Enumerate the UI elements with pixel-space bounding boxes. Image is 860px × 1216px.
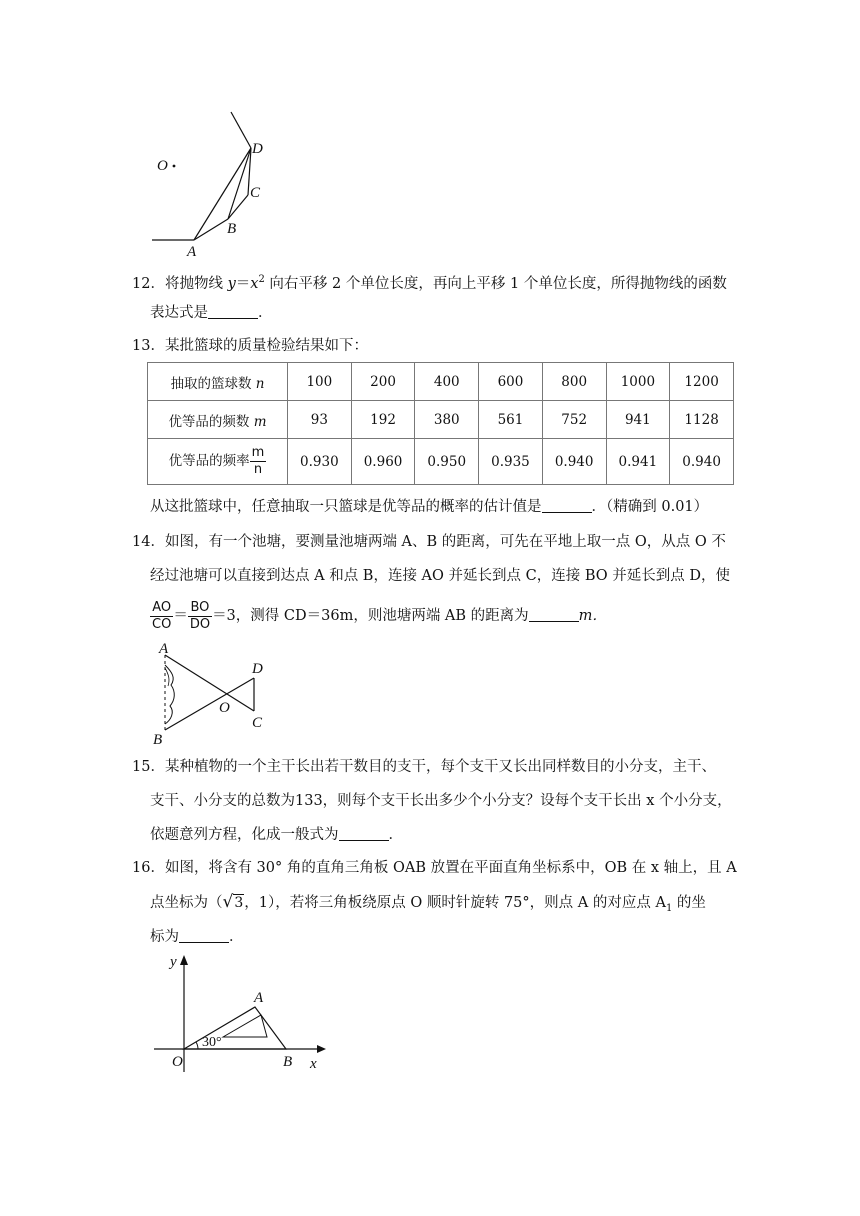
figure-q11-svg	[140, 105, 290, 260]
figure-q16-svg	[150, 950, 330, 1075]
label-A: A	[187, 244, 197, 260]
label-D: D	[252, 661, 263, 677]
fraction-bo-do: $\frac{BO}{DO}$	[189, 599, 211, 632]
label-B: B	[283, 1054, 293, 1070]
label-A: A	[254, 990, 264, 1006]
q13-after: 从这批篮球中，任意抽取一只篮球是优等品的概率的估计值是 ．（精确到 0.01）	[150, 499, 709, 515]
label-O: O	[157, 158, 168, 174]
q16-line2: 点坐标为（√3，1），若将三角板绕原点 O 顺时针旋转 75°，则点 A 的对应点 $A_1$ 的坐	[150, 892, 706, 914]
answer-blank	[529, 607, 579, 622]
figure-q14-svg	[148, 640, 278, 750]
label-A: A	[159, 641, 169, 657]
sqrt-3: √3	[222, 892, 244, 912]
figure-q16	[150, 950, 330, 1075]
table-row: 优等品的频数 m 93 192 380 561 752 941 1128	[148, 401, 734, 439]
q15-number: 15．	[132, 759, 165, 775]
q14-line2: 经过池塘可以直接到达点 A 和点 B，连接 AO 并延长到点 C，连接 BO 并延长到点 D，使	[150, 568, 730, 584]
row-header: 抽取的篮球数 n	[148, 363, 288, 401]
table-row: 抽取的篮球数 n 100 200 400 600 800 1000 1200	[148, 363, 734, 401]
answer-blank	[339, 826, 389, 841]
q12-line2: 表达式是 ．	[150, 305, 273, 321]
label-O: O	[172, 1054, 183, 1070]
q12-number: 12．	[132, 275, 165, 292]
figure-q14	[148, 640, 278, 750]
q15-line3: 依题意列方程，化成一般式为 ．	[150, 827, 403, 843]
label-y: y	[170, 954, 177, 970]
label-x: x	[310, 1056, 317, 1072]
answer-blank	[179, 928, 229, 943]
label-O: O	[219, 700, 230, 716]
q16-number: 16．	[132, 860, 165, 876]
q16-line3: 标为 ．	[150, 929, 244, 945]
fraction-m-over-n: $\frac{m}{n}$	[251, 445, 265, 477]
label-B: B	[153, 732, 163, 748]
row-header: 优等品的频数 m	[148, 401, 288, 439]
quality-table	[147, 362, 734, 485]
label-C: C	[250, 185, 261, 201]
q14-line1: 14．如图，有一个池塘，要测量池塘两端 A、B 的距离，可先在平地上取一点 O，从点 O 不	[132, 534, 726, 550]
q12-line1: 12．将抛物线 $y=x^2$ 向右平移 2 个单位长度，再向上平移 1 个单位长度，所得抛物线的函数	[132, 274, 727, 292]
table-row: 优等品的频率 $\frac{m}{n}$ 0.930 0.960 0.950 0.935 0.940 0.941 0.940	[148, 439, 734, 485]
q15-line2: 支干、小分支的总数为133，则每个支干长出多少个小分支？设每个支干长出 x 个小分支，	[150, 793, 732, 809]
label-B: B	[227, 221, 237, 237]
figure-q11	[140, 105, 290, 260]
q15-line1: 15．某种植物的一个主干长出若干数目的支干，每个支干又长出同样数目的小分支，主干、	[132, 759, 716, 775]
label-C: C	[252, 715, 263, 731]
q13-number: 13．	[132, 338, 165, 354]
q16-line1: 16．如图，将含有 30° 角的直角三角板 OAB 放置在平面直角坐标系中，OB 在 x 轴上，且 A	[132, 860, 737, 876]
answer-blank	[542, 498, 592, 513]
answer-blank	[208, 304, 258, 319]
q14-number: 14．	[132, 534, 165, 550]
label-30-degree: 30°	[202, 1035, 222, 1050]
row-header: 优等品的频率 $\frac{m}{n}$	[148, 439, 288, 485]
fraction-ao-co: $\frac{AO}{CO}$	[152, 599, 172, 632]
q14-line3: $\frac{AO}{CO}$ ＝ $\frac{BO}{DO}$ ＝3，测得 CD＝36m，则池塘两端 AB 的距离为 m．	[152, 599, 607, 632]
label-D: D	[252, 141, 263, 157]
q13-intro: 13．某批篮球的质量检验结果如下：	[132, 338, 368, 354]
